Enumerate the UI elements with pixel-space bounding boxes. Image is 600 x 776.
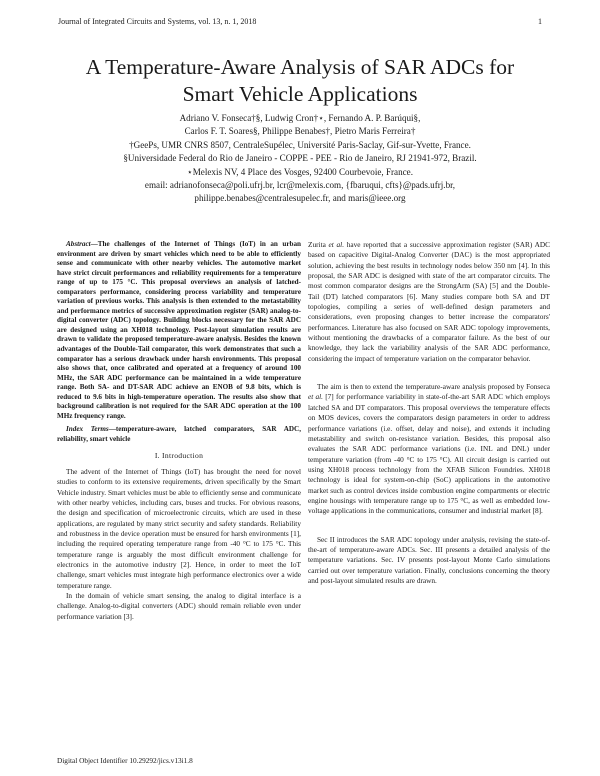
left-column — [57, 240, 301, 622]
page-number: 1 — [538, 17, 542, 26]
author-line: Carlos F. T. Soares§, Philippe Benabes†, Pietro Maris Ferreira† — [184, 126, 416, 137]
text-run-italic: et al. — [328, 240, 345, 249]
section-heading: I. Introduction — [154, 451, 204, 461]
paper-title — [40, 54, 560, 108]
affiliation-line: §Universidade Federal do Rio de Janeiro - COPPE - PEE - Rio de Janeiro, RJ 21941-972, Brazil. — [123, 153, 477, 164]
email-line: email: adrianofonseca@poli.ufrj.br, lcr@melexis.com, {fbaruqui, cfts}@pads.ufrj.br, — [144, 180, 456, 191]
affiliation-line: ⋆Melexis NV, 4 Place des Vosges, 92400 Courbevoie, France. — [187, 166, 413, 177]
body-paragraph: Sec II introduces the SAR ADC topology under analysis, revising the state-of-the-art of temperature-aware ADCs. Sec. III presents a detailed analysis of the temperature variations. Sec. IV presents post-layout Monte Carlo simulations carried out over temperature variation. Finally, conclusions concerning the theory and post-layout simulated results are drawn. — [308, 534, 550, 585]
abstract-text: —The challenges of the Internet of Things (IoT) in an urban environment are driven by smart vehicles which need to be able to efficiently sense and communicate with other nearby vehicles. The automotive market have strict circuit performances and reliability requirements for a temperature range of up to 175 °C. This proposal overviews an analysis of latched-comparators performance, considering process variability and temperature variation of previous works. This analysis is then extended to the metastability and performance metrics of successive approximation register (SAR) analog-to-digital converter (ADC) topology. Building blocks necessary for the SAR ADC are designed using an XH018 technology. Post-layout simulation results are drawn to validate the proposed temperature-aware analysis. Besides the known advantages of the Double-Tail comparator, this work demonstrates that such a comparator has a serious drawback under harsh environments. This proposal also shows that, once calibrated and operated at a frequency of around 100 MHz, the SAR ADC performance can be maintained in a wide temperature range. Both SA- and DT-SAR ADC achieve an ENOB of 9.8 bits, which is reduced to 9.6 bits in high-temperature operation. The results also show that background calibration is not required for the SAR ADC operation at the 100 MHz frequency range. — [57, 240, 301, 420]
abstract-lead: Abstract — [66, 240, 91, 248]
body-paragraph: The advent of the Internet of Things (IoT) has brought the need for novel studies to conform to its extensive requirements, driven specifically by the Smart Vehicle industry. Smart vehicles must be able to efficiently sense and communicate with other nearby vehicles, including cars, buses and trucks. For obvious reasons, the design and specification of microelectronic circuits, which are used in these applications, are regulated by many strict security and safety standards. Reliability and robustness in the device operation must be ensured for harsh environments [1], including the required operating temperature range from -40 °C to 175 °C. This temperature range is arguably the most difficult environment challenge for electronics in the automotive industry [2]. Hence, in order to meet the IoT challenge, smart vehicles must integrate high performance electronics over a wide temperature range. — [57, 466, 301, 590]
right-column — [308, 240, 550, 586]
index-terms — [57, 425, 301, 444]
author-block — [40, 112, 560, 206]
email-line: philippe.benabes@centralesupelec.fr, and maris@ieee.org — [194, 193, 406, 204]
affiliation-line: †GeePs, UMR CNRS 8507, CentraleSupélec, Université Paris-Saclay, Gif-sur-Yvette, France. — [129, 139, 471, 150]
body-paragraph: In the domain of vehicle smart sensing, the analog to digital interface is a challenge. Analog-to-digital converters (ADC) should remain reliable even under performance variation [3]. — [57, 590, 301, 621]
running-header — [58, 17, 542, 26]
text-run: The aim is then to extend the temperature-aware analysis proposed by Fonseca — [317, 382, 550, 392]
text-run-italic: et al. — [308, 392, 323, 402]
body-paragraph — [308, 240, 550, 364]
body-paragraph — [308, 382, 550, 516]
text-run: have reported that a successive approximation register (SAR) ADC based on capacitive Digital-Analog Converter (DAC) is the most appropriated solution, achieving the best results in technology nodes below 350 nm [4]. In this proposal, the SAR ADC is designed with state of the art comparator circuits. The most common comparator designs are the StrongArm (SA) [5] and the Double-Tail (DT) latched comparators [6]. Many studies compare both SA and DT topologies, compiling a series of well-defined design parameters and considerations, even proposing changes to better increase the comparators' performances. Literature has also focused on SAR ADC topology improvements, without mentioning the drawbacks of a comparator failure. As the best of our knowledge, they lack the variability analysis of the SAR ADC performance, considering the impact of temperature variation on the comparator behavior. — [308, 240, 550, 363]
doi-footer: Digital Object Identifier 10.29292/jics.v13i1.8 — [57, 756, 193, 765]
abstract — [57, 240, 301, 421]
index-terms-lead: Index Terms — [66, 425, 109, 434]
title-line: A Temperature-Aware Analysis of SAR ADCs for — [85, 55, 515, 79]
text-run: Zurita — [308, 240, 329, 249]
journal-name: Journal of Integrated Circuits and Systems, vol. 13, n. 1, 2018 — [58, 17, 257, 26]
index-terms-text: —temperature-aware, latched comparators, SAR ADC, reliability, smart vehicle — [57, 425, 301, 443]
author-line: Adriano V. Fonseca†§, Ludwig Cron†⋆, Fernando A. P. Barúqui§, — [179, 113, 421, 123]
text-run: [7] for performance variability in state-of-the-art SAR ADC which employs latched SA and DT comparators. This proposal overviews the temperature effects on MOS devices, covers the comparators design parameters in order to address performance variations (i.e. offset, delay and noise), and extends it including metastability and switch on-resistance variation. Besides, this proposal also evaluates the SAR ADC performance variations (i.e. INL and DNL) under temperature variation (from -40 °C to 175 °C). All circuit design is carried out using XH018 process technology from the XFAB Silicon Foundries. XH018 technology is ideal for system-on-chip (SoC) applications in the automotive market such as control devices inside combustion engine compartments or electric engine housings with temperature range up to 175 °C, as well as embedded low-voltage applications in the communications, consumer and industrial market [8]. — [308, 392, 550, 516]
title-line: Smart Vehicle Applications — [182, 82, 418, 106]
